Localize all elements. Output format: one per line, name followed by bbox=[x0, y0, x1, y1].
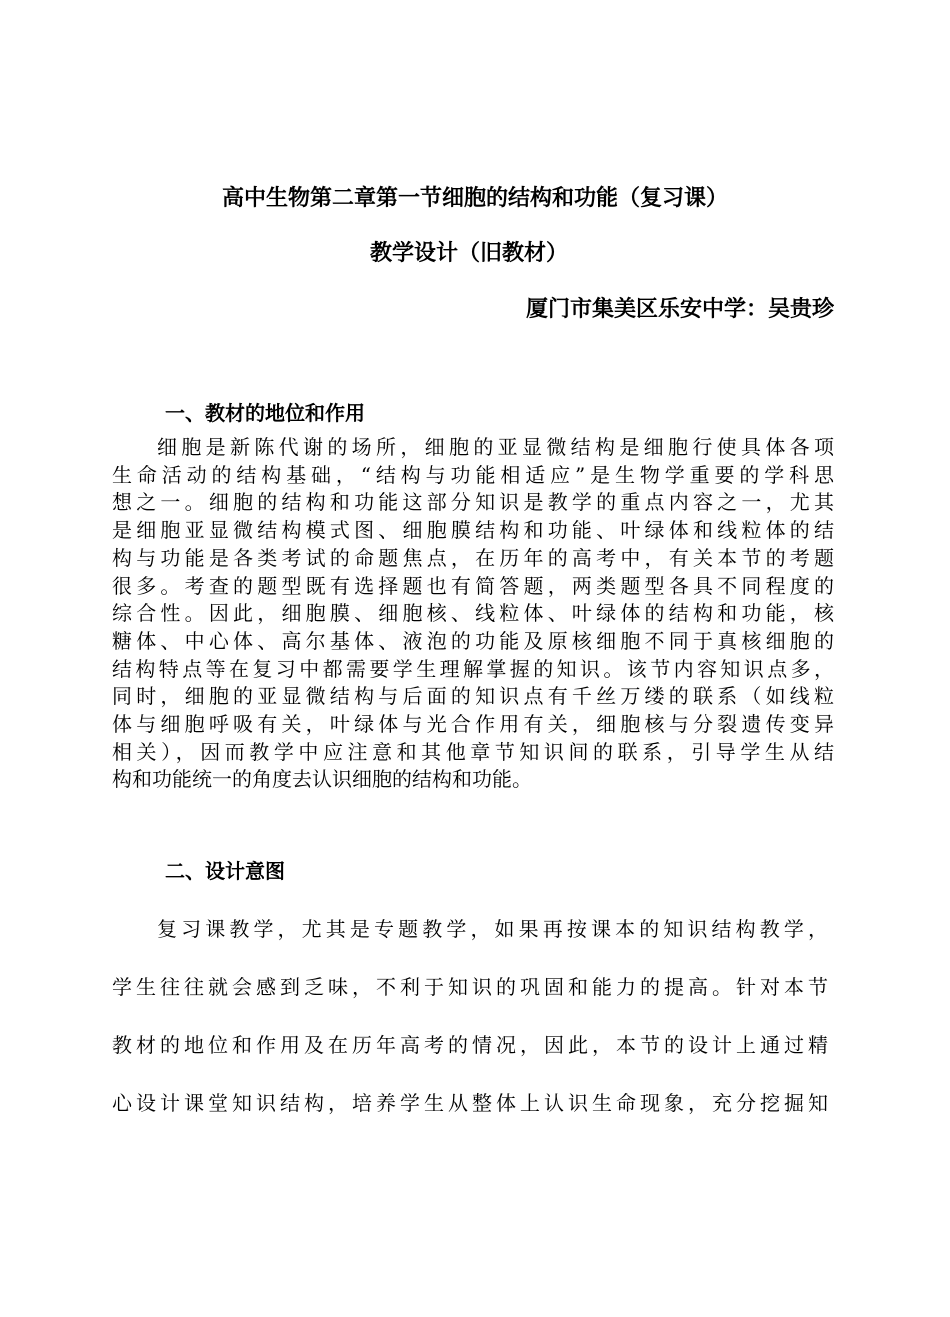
paragraph-line: 复习课教学，尤其是专题教学，如果再按课本的知识结构教学， bbox=[157, 917, 828, 941]
paragraph-line: 教材的地位和作用及在历年高考的情况，因此，本节的设计上通过精 bbox=[112, 1033, 828, 1057]
paragraph-line: 生命活动的结构基础，“结构与功能相适应”是生物学重要的学科思 bbox=[112, 462, 834, 487]
section-heading-role: 一、教材的地位和作用 bbox=[165, 401, 365, 425]
paragraph-line: 学生往往就会感到乏味，不利于知识的巩固和能力的提高。针对本节 bbox=[112, 975, 828, 999]
author-line: 厦门市集美区乐安中学：吴贵珍 bbox=[525, 297, 834, 322]
document-title: 高中生物第二章第一节细胞的结构和功能（复习课） bbox=[221, 186, 728, 211]
paragraph-line: 构和功能统一的角度去认识细胞的结构和功能。 bbox=[112, 767, 532, 792]
paragraph-line: 综合性。因此，细胞膜、细胞核、线粒体、叶绿体的结构和功能，核 bbox=[112, 601, 834, 626]
paragraph-line: 很多。考查的题型既有选择题也有简答题，两类题型各具不同程度的 bbox=[112, 573, 834, 598]
section-paragraph-design bbox=[112, 900, 828, 1132]
paragraph-line: 结构特点等在复习中都需要学生理解掌握的知识。该节内容知识点多， bbox=[112, 656, 834, 681]
section-paragraph-role bbox=[112, 434, 834, 794]
paragraph-line: 相关），因而教学中应注意和其他章节知识间的联系，引导学生从结 bbox=[112, 739, 834, 764]
paragraph-line: 是细胞亚显微结构模式图、细胞膜结构和功能、叶绿体和线粒体的结 bbox=[112, 518, 834, 543]
paragraph-line: 同时，细胞的亚显微结构与后面的知识点有千丝万缕的联系（如线粒 bbox=[112, 684, 834, 709]
paragraph-line: 构与功能是各类考试的命题焦点，在历年的高考中，有关本节的考题 bbox=[112, 545, 834, 570]
paragraph-line: 心设计课堂知识结构，培养学生从整体上认识生命现象，充分挖掘知 bbox=[112, 1091, 828, 1115]
paragraph-line: 糖体、中心体、高尔基体、液泡的功能及原核细胞不同于真核细胞的 bbox=[112, 628, 834, 653]
paragraph-line: 体与细胞呼吸有关，叶绿体与光合作用有关，细胞核与分裂遗传变异 bbox=[112, 712, 834, 737]
paragraph-line: 想之一。细胞的结构和功能这部分知识是教学的重点内容之一，尤其 bbox=[112, 490, 834, 515]
section-heading-design: 二、设计意图 bbox=[165, 859, 285, 883]
document-subtitle: 教学设计（旧教材） bbox=[369, 241, 568, 266]
paragraph-line: 细胞是新陈代谢的场所，细胞的亚显微结构是细胞行使具体各项 bbox=[157, 435, 834, 459]
